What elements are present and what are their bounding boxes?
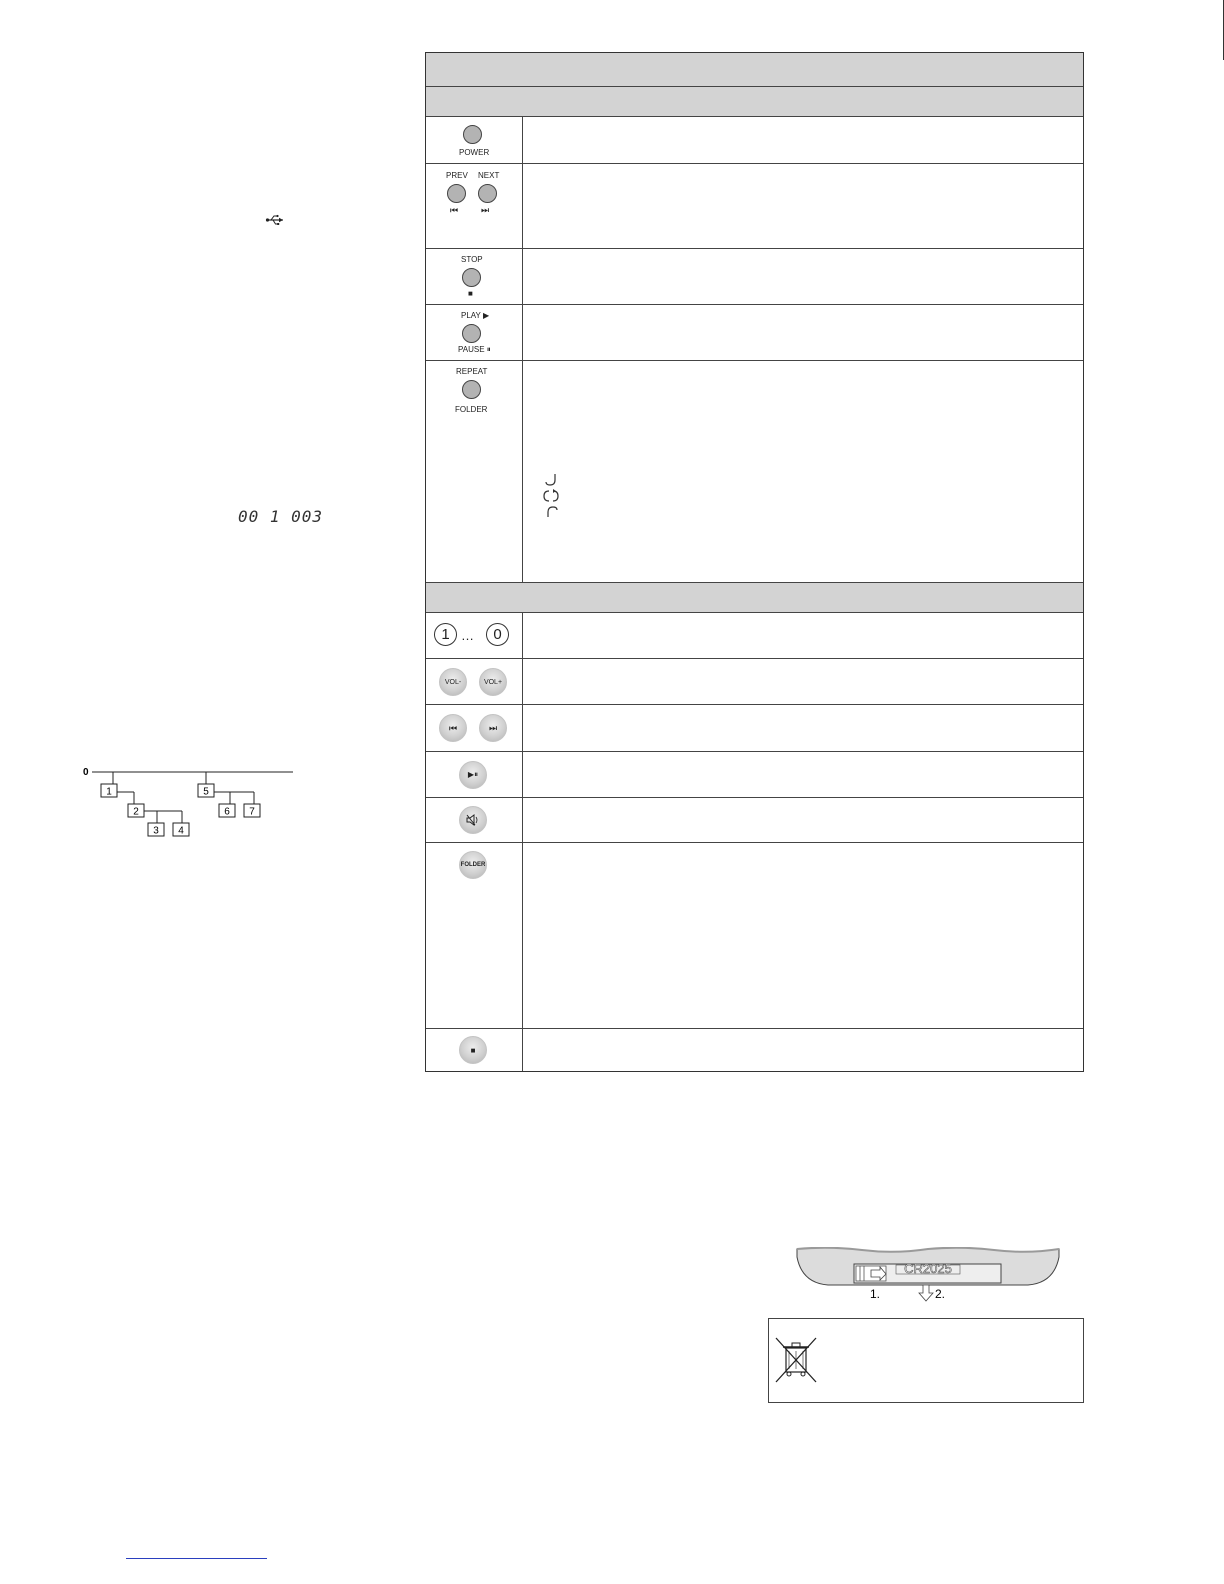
folder-remote-icon: FOLDER (459, 851, 487, 879)
footer-link-underline[interactable] (126, 1558, 267, 1559)
description-cell (523, 752, 1083, 797)
pause-label: PAUSE ⏸ (458, 345, 491, 354)
tree-root-label: 0 (83, 767, 89, 778)
repeat-label: REPEAT (456, 367, 488, 376)
prev-symbol: ⏮ (450, 205, 459, 215)
power-label: POWER (459, 148, 490, 157)
icon-cell (426, 1029, 523, 1071)
power-button-icon (463, 125, 482, 144)
tree-folder-7 (244, 804, 260, 818)
description-cell (523, 249, 1083, 304)
mute-icon (459, 806, 487, 834)
svg-text:4: 4 (178, 825, 184, 837)
play-label: PLAY ▶ (461, 311, 490, 320)
tree-folder-4 (173, 823, 189, 837)
icon-cell (426, 752, 523, 797)
battery-compartment-illustration (796, 1247, 1060, 1303)
description-cell (523, 361, 1083, 582)
description-cell (523, 117, 1083, 163)
table-header (426, 53, 1083, 87)
description-cell (523, 164, 1083, 248)
table-row-power (426, 117, 1083, 164)
icon-cell (426, 249, 523, 304)
next-button-icon (478, 184, 497, 203)
section-unit-header (426, 87, 1083, 117)
repeat-mode-icons (540, 472, 562, 520)
description-cell (523, 705, 1083, 751)
table-row-folder-remote (426, 843, 1083, 1029)
svg-text:2: 2 (133, 806, 139, 818)
stop-label: STOP (461, 255, 483, 264)
svg-text:1: 1 (106, 786, 112, 798)
usb-icon (265, 213, 285, 227)
tree-folder-6 (219, 804, 235, 818)
skip-forward-icon: ⏭ (479, 714, 507, 742)
table-row-mute (426, 798, 1083, 843)
icon-cell (426, 613, 523, 658)
svg-text:3: 3 (153, 825, 159, 837)
icon-cell (426, 659, 523, 704)
stop-remote-icon: ■ (459, 1036, 487, 1064)
table-row-repeat-folder (426, 361, 1083, 583)
next-symbol: ⏭ (481, 205, 490, 215)
section-remote-header (426, 583, 1083, 613)
stop-symbol: ■ (468, 289, 473, 298)
description-cell (523, 659, 1083, 704)
battery-step-2: 2. (935, 1287, 946, 1301)
icon-cell (426, 705, 523, 751)
table-row-skip (426, 705, 1083, 752)
svg-text:5: 5 (203, 786, 209, 798)
number-0-icon: 0 (486, 623, 509, 646)
table-row-prev-next (426, 164, 1083, 249)
battery-step-1: 1. (870, 1287, 881, 1301)
description-cell (523, 305, 1083, 360)
description-cell (523, 613, 1083, 658)
description-cell (523, 843, 1083, 1028)
folder-label: FOLDER (455, 405, 488, 414)
icon-cell (426, 305, 523, 360)
skip-back-icon: ⏮ (439, 714, 467, 742)
vol-minus-icon: VOL- (439, 668, 467, 696)
prev-label: PREV (446, 171, 468, 180)
icon-cell (426, 361, 523, 582)
folder-tree-diagram (82, 764, 297, 844)
svg-text:7: 7 (249, 806, 255, 818)
tree-folder-1 (101, 784, 117, 798)
battery-cell-label: CR2025 (904, 1261, 952, 1276)
tree-folder-3 (148, 823, 164, 837)
repeat-button-icon (462, 380, 481, 399)
crossed-bin-icon (774, 1336, 818, 1384)
stop-button-icon (462, 268, 481, 287)
table-row-stop-remote (426, 1029, 1083, 1071)
table-row-volume (426, 659, 1083, 705)
icon-cell (426, 117, 523, 163)
description-cell (523, 1029, 1083, 1071)
next-label: NEXT (478, 171, 500, 180)
ellipsis: … (461, 628, 474, 643)
icon-cell (426, 164, 523, 248)
table-row-number-keys (426, 613, 1083, 659)
icon-cell (426, 798, 523, 842)
table-row-stop (426, 249, 1083, 305)
number-1-icon: 1 (434, 623, 457, 646)
table-row-play-pause (426, 305, 1083, 361)
display-readout: 00 1 003 (238, 507, 324, 526)
svg-text:6: 6 (224, 806, 230, 818)
tree-folder-5 (198, 784, 214, 798)
icon-cell (426, 843, 523, 1028)
play-pause-button-icon (462, 324, 481, 343)
play-pause-remote-icon: ▶⏸ (459, 761, 487, 789)
controls-table (425, 52, 1084, 1072)
table-row-play-pause-remote (426, 752, 1083, 798)
description-cell (523, 798, 1083, 842)
prev-button-icon (447, 184, 466, 203)
vol-plus-icon: VOL+ (479, 668, 507, 696)
tree-folder-2 (128, 804, 144, 818)
